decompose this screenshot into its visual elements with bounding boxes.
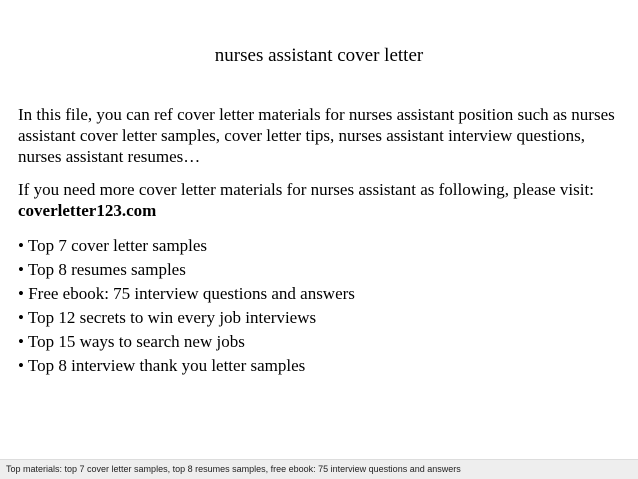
bullet-icon: • xyxy=(18,236,24,255)
bullet-icon: • xyxy=(18,332,24,351)
materials-list xyxy=(18,234,630,378)
list-item-label: Top 15 ways to search new jobs xyxy=(27,332,245,351)
list-item xyxy=(18,282,630,306)
footer-bar xyxy=(0,459,638,479)
list-item-label: Top 8 interview thank you letter samples xyxy=(27,356,306,375)
list-item xyxy=(18,354,630,378)
list-item-label: Top 7 cover letter samples xyxy=(27,236,208,255)
website-link[interactable]: coverletter123.com xyxy=(18,201,157,220)
bullet-icon: • xyxy=(18,308,24,327)
document-body xyxy=(18,104,630,378)
bullet-icon: • xyxy=(18,284,24,303)
more-materials-paragraph xyxy=(18,179,630,221)
list-item xyxy=(18,306,630,330)
intro-paragraph: In this file, you can ref cover letter materials for nurses assistant position such as nurses assistant cover letter samples, cover letter tips, nurses assistant interview questions, nurses assistant resumes… xyxy=(18,105,615,166)
list-item-label: Top 12 secrets to win every job interviews xyxy=(27,308,317,327)
list-item-label: Free ebook: 75 interview questions and answers xyxy=(28,284,355,303)
more-materials-text: If you need more cover letter materials for nurses assistant as following, please visit: xyxy=(18,180,594,199)
bullet-icon: • xyxy=(18,260,24,279)
footer-text: Top materials: top 7 cover letter samples, top 8 resumes samples, free ebook: 75 interview questions and answers xyxy=(6,464,461,474)
list-item xyxy=(18,330,630,354)
bullet-icon: • xyxy=(18,356,24,375)
list-item xyxy=(18,258,630,282)
page-title: nurses assistant cover letter xyxy=(214,45,424,66)
list-item-label: Top 8 resumes samples xyxy=(27,260,186,279)
list-item xyxy=(18,234,630,258)
